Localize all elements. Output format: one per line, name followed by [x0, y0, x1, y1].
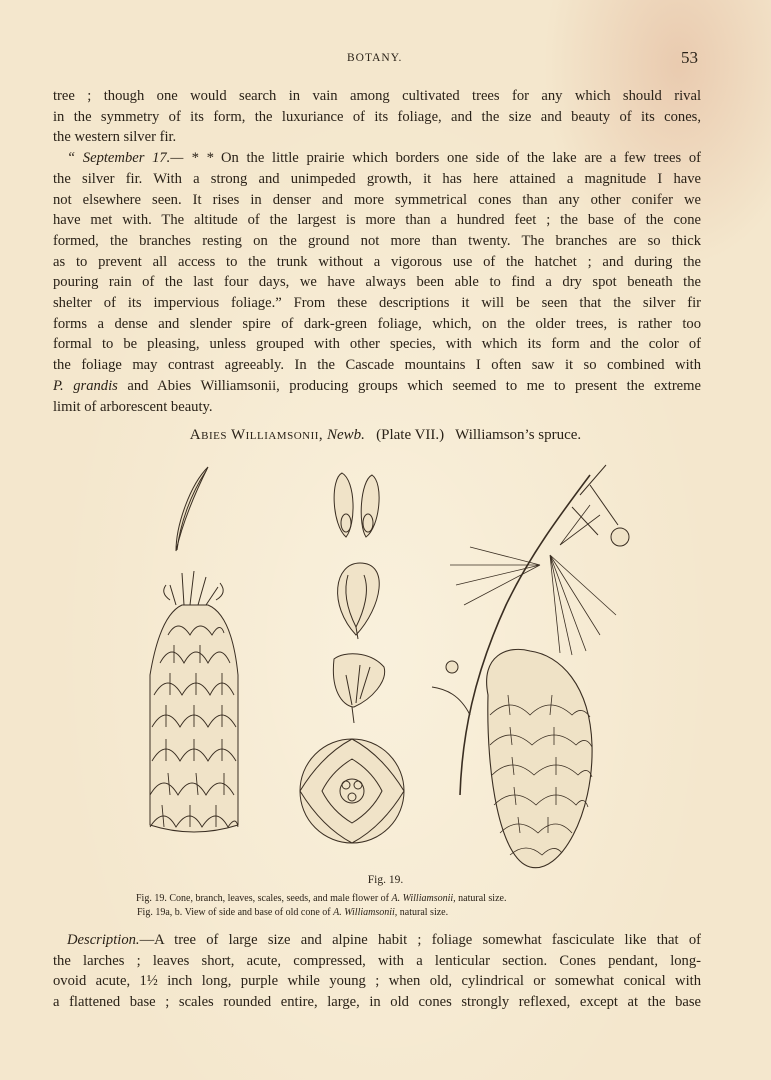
text-line: have met with. The altitude of the largest is more than a hundred feet ; the base of the cone	[53, 212, 701, 229]
figure-label: Fig. 19.	[367, 874, 404, 886]
running-head	[0, 48, 771, 72]
text-line	[53, 148, 701, 169]
text-line: the foliage may contrast agreeably. In the Cascade mountains I often saw it so combined with	[53, 357, 701, 374]
text-line	[53, 376, 701, 397]
text-line: shelter of its impervious foliage.” From these descriptions it will be seen that the silver fir	[53, 295, 701, 312]
text-line: the western silver fir.	[53, 129, 177, 146]
running-title: BOTANY.	[347, 52, 403, 64]
caption-species: A. Williamsonii,	[391, 893, 456, 904]
text-line: in the symmetry of its form, the luxuriance of its foliage, and the size and beauty of its cones,	[53, 108, 701, 125]
text-line: limit of arborescent beauty.	[53, 398, 213, 415]
species-name: Abies Williamsonii,	[189, 427, 324, 443]
caption-text: natural size.	[455, 893, 507, 904]
old-cone-drawing	[150, 571, 238, 832]
caption-text: Fig. 19. Cone, branch, leaves, scales, seeds, and male flower of	[136, 893, 392, 904]
scale-drawing	[338, 563, 380, 639]
quote-text: On the little prairie which borders one side of the lake are a few trees of	[213, 150, 701, 167]
seeds-drawing	[334, 473, 379, 537]
text-line: as to prevent all access to the trunk without a vigorous use of the hatchet ; and during the	[53, 253, 701, 270]
scale-back-drawing	[333, 654, 384, 723]
quote-date: “ September 17.— * *	[67, 150, 214, 167]
botanical-illustration	[120, 455, 640, 875]
caption-text: Fig. 19a, b. View of side and base of old cone of	[137, 907, 334, 918]
species-author: Newb.	[326, 427, 365, 443]
figure-caption	[137, 907, 448, 918]
species-heading	[0, 427, 771, 444]
text-line: ovoid acute, 1½ inch long, purple while young ; when old, cylindrical or somewhat conical with	[53, 973, 701, 990]
page-number: 53	[681, 48, 698, 67]
figure-caption	[136, 893, 506, 904]
text-line: not elsewhere seen. It rises in denser and more symmetrical cones than any other conifer we	[53, 191, 701, 208]
text-line: a flattened base ; scales rounded entire, large, in old cones strongly reflexed, except at the base	[53, 994, 701, 1011]
plate-reference: (Plate VII.)	[376, 427, 445, 443]
quote-text: and Abies Williamsonii, producing groups which seemed to me to present the extreme	[117, 377, 701, 394]
text-line: formal to be pleasing, unless grouped with other species, with which its form and the color of	[53, 336, 701, 353]
text-line: pouring rain of the last four days, we have always been able to find a dry spot beneath the	[53, 274, 701, 291]
description-text	[53, 930, 701, 1013]
text-line: the larches ; leaves short, acute, compressed, with a lenticular section. Cones pendant, long-	[53, 952, 701, 969]
body-text-top	[53, 86, 701, 417]
description-label: Description.	[67, 932, 140, 948]
caption-text: natural size.	[397, 907, 449, 918]
species-ref: P. grandis	[53, 377, 118, 394]
branch-with-cone-drawing	[432, 465, 629, 868]
text-line: formed, the branches resting on the ground not more than twenty. The branches are so thick	[53, 232, 701, 249]
caption-species: A. Williamsonii,	[333, 907, 398, 918]
text-line: the silver fir. With a strong and unimpeded growth, it has here attained a magnitude I have	[53, 170, 701, 187]
common-name: Williamson’s spruce.	[455, 427, 582, 443]
text-line	[53, 930, 701, 951]
cone-base-drawing	[300, 739, 404, 843]
text-line: forms a dense and slender spire of dark-green foliage, which, on the older trees, is rather too	[53, 315, 701, 332]
description-line: —A tree of large size and alpine habit ; foliage somewhat fasciculate like that of	[139, 932, 701, 948]
text-line: tree ; though one would search in vain among cultivated trees for any which should rival	[53, 88, 701, 104]
leaf-drawing	[176, 467, 208, 551]
